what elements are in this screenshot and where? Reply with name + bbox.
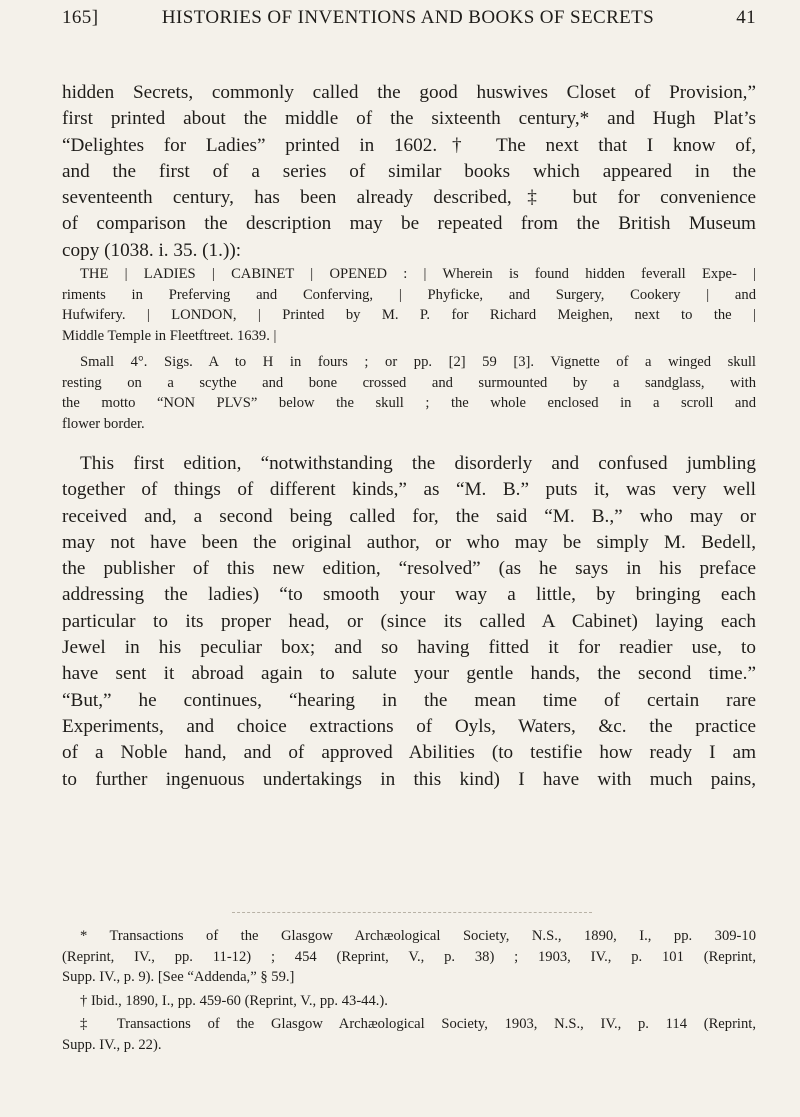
text-line: first printed about the middle of the sixteenth century,* and Hugh Plat’s xyxy=(62,108,756,130)
running-header xyxy=(62,7,756,37)
text-line: of comparison the description may be repeated from the British Museum xyxy=(62,213,756,235)
biblio-line: Small 4°. Sigs. A to H in fours ; or pp. [2] 59 [3]. Vignette of a winged skull xyxy=(80,354,756,370)
text-line: Experiments, and choice extractions of Oyls, Waters, &c. the practice xyxy=(62,715,756,737)
footnotes xyxy=(62,926,756,1056)
paragraph-intro xyxy=(62,80,756,264)
text-line: hidden Secrets, commonly called the good huswives Closet of Provision,” xyxy=(62,82,756,103)
biblio-line: the motto “NON PLVS” below the skull ; the whole enclosed in a scroll and xyxy=(62,395,756,411)
text-line: have sent it abroad again to salute your gentle hands, the second time.” xyxy=(62,663,756,685)
page-reference: 165] xyxy=(62,7,99,28)
footnote-line: Supp. IV., p. 22). xyxy=(62,1036,162,1053)
biblio-line: riments in Preferving and Conferving, | Phyficke, and Surgery, Cookery | and xyxy=(62,286,756,303)
text-line: copy (1038. i. 35. (1.)): xyxy=(62,239,242,261)
text-line: seventeenth century, has been already described,‡ but for convenience xyxy=(62,187,756,209)
footnote-divider xyxy=(232,912,592,913)
text-line: may not have been the original author, or who may be simply M. Bedell, xyxy=(62,531,756,553)
text-line: Jewel in his peculiar box; and so having fitted it for readier use, to xyxy=(62,637,756,659)
text-line: of a Noble hand, and of approved Abilities (to testifie how ready I am xyxy=(62,742,756,764)
footnote-line: * Transactions of the Glasgow Archæological Society, N.S., 1890, I., pp. 309-10 xyxy=(80,928,756,944)
text-line: “But,” he continues, “hearing in the mean time of certain rare xyxy=(62,689,756,711)
biblio-line: Middle Temple in Fleetftreet. 1639. | xyxy=(62,327,277,344)
footnote-line: Supp. IV., p. 9). [See “Addenda,” § 59.] xyxy=(62,969,295,986)
text-line: the publisher of this new edition, “resolved” (as he says in his preface xyxy=(62,558,756,580)
text-line: This first edition, “notwithstanding the disorderly and confused jumbling xyxy=(80,453,756,474)
text-line: together of things of different kinds,” as “M. B.” puts it, was very well xyxy=(62,479,756,501)
biblio-line: Hufwifery. | LONDON, | Printed by M. P. for Richard Meighen, next to the | xyxy=(62,307,756,323)
biblio-line: flower border. xyxy=(62,415,145,432)
bibliographic-description xyxy=(62,264,756,434)
footnote-line: † Ibid., 1890, I., pp. 459-60 (Reprint, V., pp. 43-44.). xyxy=(80,992,388,1009)
text-line: to further ingenuous undertakings in this kind) I have with much pains, xyxy=(62,768,756,790)
biblio-line: resting on a scythe and bone crossed and surmounted by a sandglass, with xyxy=(62,374,756,391)
footnote-line: ‡ Transactions of the Glasgow Archæological Society, 1903, N.S., IV., p. 114 (Reprint, xyxy=(80,1016,756,1033)
text-line: and the first of a series of similar books which appeared in the xyxy=(62,160,756,182)
text-line: addressing the ladies) “to smooth your way a little, by bringing each xyxy=(62,584,756,606)
running-title: HISTORIES OF INVENTIONS AND BOOKS OF SECRETS xyxy=(161,7,655,28)
page-number: 41 xyxy=(736,7,756,28)
footnote-line: (Reprint, IV., pp. 11-12) ; 454 (Reprint, V., p. 38) ; 1903, IV., p. 101 (Reprint, xyxy=(62,948,756,965)
biblio-line: THE | LADIES | CABINET | OPENED : | Wherein is found hidden feverall Expe- | xyxy=(80,266,756,282)
text-line: received and, a second being called for, the said “M. B.,” who may or xyxy=(62,505,756,527)
paragraph-main xyxy=(62,451,756,793)
text-line: “Delightes for Ladies” printed in 1602.† The next that I know of, xyxy=(62,134,756,156)
text-line: particular to its proper head, or (since its called A Cabinet) laying each xyxy=(62,610,756,632)
